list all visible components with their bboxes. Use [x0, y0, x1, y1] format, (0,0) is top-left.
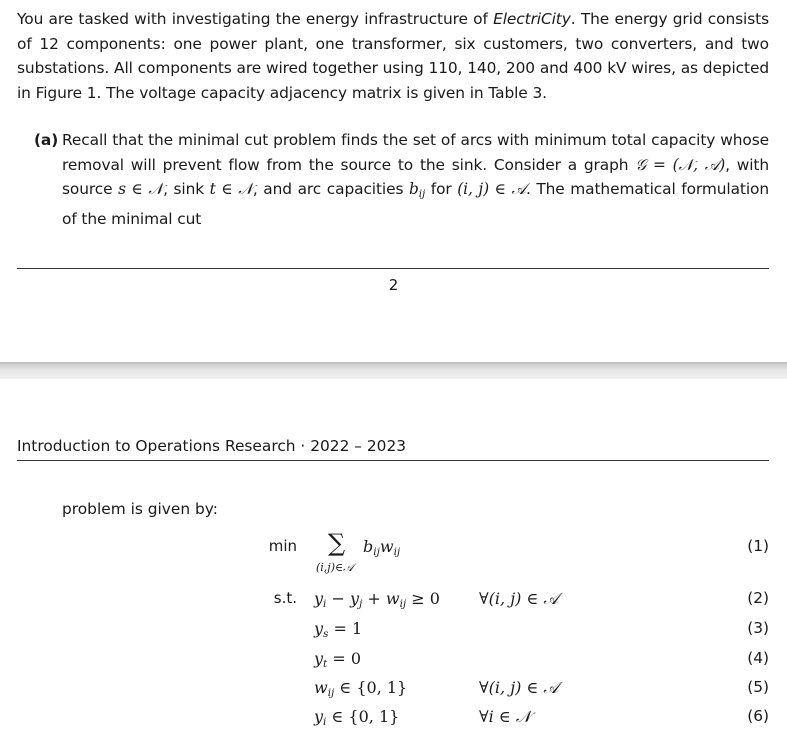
summation-symbol: ∑: [328, 529, 346, 557]
constraint-expression: $y_s = 1$: [314, 619, 363, 640]
arc-set-math: (i, j) ∈ 𝒜: [457, 180, 526, 199]
part-a-text: for: [425, 180, 458, 199]
part-a-paragraph: [34, 128, 769, 231]
equation-objective: [0, 529, 787, 574]
equation-number: (4): [747, 649, 769, 667]
constraint-row: [0, 589, 787, 613]
sink-math: t ∈ 𝒩: [209, 180, 253, 199]
constraint-expression: $w_{ij}$ ∈ {0, 1}: [314, 678, 408, 699]
equation-number: (5): [747, 678, 769, 696]
constraint-row: [0, 707, 787, 731]
part-a-text: , sink: [163, 180, 210, 199]
objective-term: [363, 537, 400, 558]
document-page-bottom: [0, 379, 787, 736]
constraint-expression: $y_i - y_j + w_{ij} \ge 0$: [314, 589, 440, 610]
graph-definition-math: 𝒢 = (𝒩, 𝒜): [635, 155, 726, 174]
constraint-condition: ∀(i, j) ∈ 𝒜: [479, 589, 559, 608]
part-a-label: (a): [34, 131, 59, 149]
equation-number: (6): [747, 707, 769, 725]
constraint-label: s.t.: [273, 589, 297, 607]
constraint-row: [0, 649, 787, 673]
source-math: s ∈ 𝒩: [118, 180, 164, 199]
header-rule: [17, 460, 769, 461]
constraint-row: [0, 619, 787, 643]
equation-number: (1): [747, 537, 769, 555]
part-a-text: , and arc capacities: [252, 180, 409, 199]
constraint-condition: ∀(i, j) ∈ 𝒜: [479, 678, 559, 697]
running-header: Introduction to Operations Research · 2022 – 2023: [17, 437, 407, 455]
objective-term-w: w: [379, 537, 394, 556]
capacity-symbol: b: [409, 180, 419, 199]
equation-number: (2): [747, 589, 769, 607]
intro-text-end: . The energy grid consists of 12 components: one power plant, one transformer, six customers, two converters, and two substations. All components are wired together using 110, 140, 200 and 400 kV wires, as depicted in Figure 1. The voltage capacity adjacency matrix is given in Table 3.: [17, 10, 769, 102]
constraint-expression: $y_t = 0$: [314, 649, 362, 670]
summation-index: (i,j)∈𝒜: [316, 561, 354, 574]
part-a-text: . The mathematical formulation of the minimal cut: [62, 180, 769, 228]
city-name: ElectriCity: [493, 10, 571, 28]
part-a-text: Recall that the minimal cut problem finds the set of arcs with minimum total capacity whose removal will prevent flow from the source to the sink. Consider a graph: [62, 131, 769, 174]
objective-term-b: b: [363, 537, 374, 556]
capacity-subscript: ij: [418, 188, 426, 201]
constraint-condition: ∀i ∈ 𝒩: [479, 707, 532, 726]
problem-intro: problem is given by:: [62, 500, 218, 518]
constraint-row: [0, 678, 787, 702]
constraint-expression: $y_i$ ∈ {0, 1}: [314, 707, 400, 728]
intro-text-start: You are tasked with investigating the energy infrastructure of: [17, 10, 494, 28]
part-a-text: , with source: [62, 155, 769, 199]
footer-rule: [17, 268, 769, 269]
objective-term-w-subscript: ij: [393, 546, 401, 558]
objective-label: min: [268, 537, 297, 555]
capacity-math: [409, 180, 426, 201]
page-gap: [0, 362, 787, 379]
intro-paragraph: [17, 7, 769, 105]
objective-term-b-subscript: ij: [373, 546, 380, 558]
equation-number: (3): [747, 619, 769, 637]
page-number: 2: [388, 276, 399, 294]
document-page-top: [0, 0, 787, 362]
